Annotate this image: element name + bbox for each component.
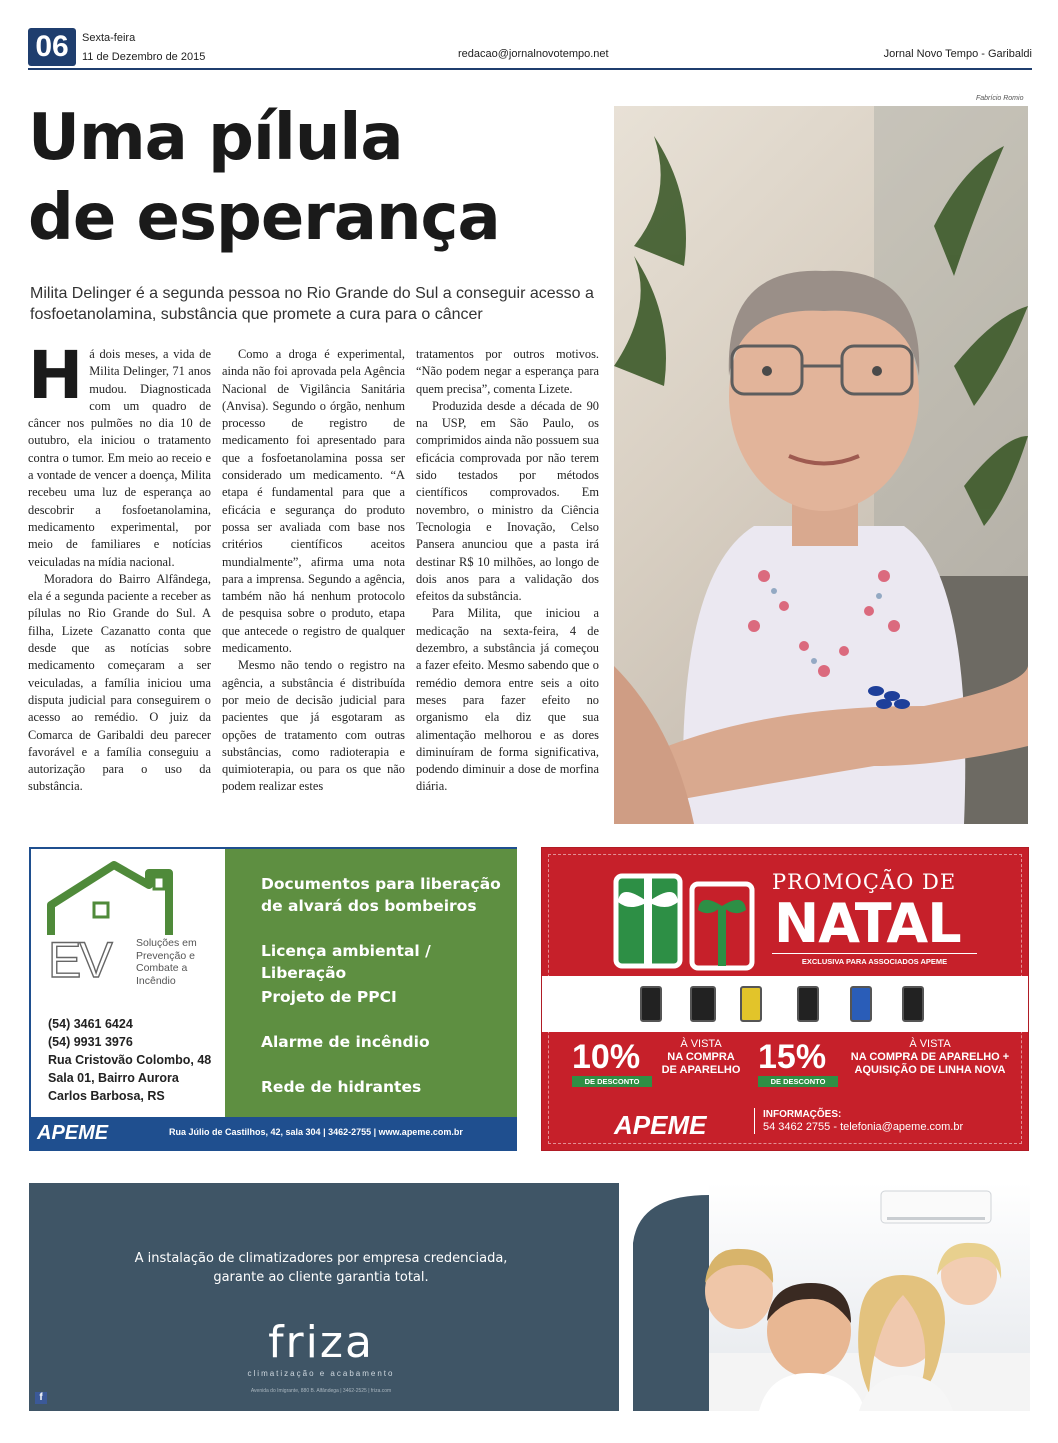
friza-logo: friza (268, 1317, 374, 1368)
apeme-christmas-advertisement[interactable] (541, 847, 1029, 1151)
ev-footer-text: Rua Júlio de Castilhos, 42, sala 304 | 3462-2755 | www.apeme.com.br (169, 1127, 463, 1137)
header-paper-name: Jornal Novo Tempo - Garibaldi (883, 48, 1032, 60)
deal-details (842, 1038, 1018, 1077)
info-contact[interactable]: 54 3462 2755 - telefonia@apeme.com.br (763, 1121, 964, 1133)
ev-service: Licença ambiental / Liberação (261, 942, 431, 982)
paragraph: tratamentos por outros motivos. “Não podem negar a esperança para quem precisa”, comenta Lizete. (416, 347, 599, 396)
article-column-1 (28, 337, 211, 796)
ev-service: Projeto de PPCI (261, 988, 397, 1006)
exclusive-note: EXCLUSIVA PARA ASSOCIADOS APEME (772, 953, 977, 966)
article-column-2 (222, 346, 405, 796)
deal-percent: 10% (572, 1038, 641, 1076)
ev-address-1: Rua Cristovão Colombo, 48 (48, 1053, 212, 1067)
family-illustration (619, 1183, 1030, 1411)
ev-phone-1: (54) 3461 6424 (48, 1017, 133, 1031)
page-number: 06 (28, 28, 76, 66)
title-line-2: de esperança (28, 181, 500, 255)
paragraph: Mesmo não tendo o registro na agência, a substância é distribuída por meio de decisão judicial para pacientes que já esgotaram as opções de tratamento com outras substâncias, como radioterapia e quimioterapia, ou para os que não podem realizar estes (222, 658, 405, 794)
drop-cap: H (28, 337, 84, 414)
deal-details (656, 1038, 746, 1077)
friza-address: Avenida do Imigrante, 880 B. Alfândega | 3462-2525 | friza.com (250, 1388, 392, 1394)
apeme-logo: APEME (614, 1110, 707, 1140)
phone-image (640, 986, 662, 1022)
deal-line: À VISTA (909, 1038, 951, 1050)
friza-tagline: climatização e acabamento (247, 1369, 395, 1378)
natal-heading: NATAL (774, 892, 961, 955)
phone-image (797, 986, 819, 1022)
phone-image (740, 986, 762, 1022)
paragraph: Moradora do Bairro Alfândega, ela é a segunda paciente a receber as pílulas no Rio Grande do Sul. A filha, Lizete Cazanatto conta que desde que as notícias sobre medicamento começaram a ser veiculadas, a família iniciou uma disputa judicial para conseguirem o acesso ao remédio. O juiz da Comarca de Garibaldi deu parecer favorável e a família conseguiu a autorização para o uso da substância. (28, 571, 211, 794)
portrait-illustration (614, 106, 1028, 824)
promo-heading: PROMOÇÃO DE (772, 870, 957, 894)
friza-message (29, 1249, 613, 1287)
header-email[interactable]: redacao@jornalnovotempo.net (458, 48, 609, 60)
article-photo (614, 106, 1028, 824)
deal-line: AQUISIÇÃO DE LINHA NOVA (854, 1064, 1006, 1076)
ev-address-2: Sala 01, Bairro Aurora (48, 1071, 179, 1085)
header-date: 11 de Dezembro de 2015 (82, 51, 206, 63)
article-title (28, 98, 608, 258)
ev-city: Carlos Barbosa, RS (48, 1089, 165, 1103)
page-header (28, 28, 1032, 70)
ev-service: Alarme de incêndio (261, 1033, 430, 1051)
phone-image (690, 986, 716, 1022)
family-photo (619, 1183, 1030, 1411)
friza-line-2: garante ao cliente garantia total. (213, 1270, 429, 1285)
info-label: INFORMAÇÕES: (763, 1109, 842, 1120)
ev-contact-block (48, 1015, 211, 1105)
article-column-3 (416, 346, 599, 796)
phone-image (850, 986, 872, 1022)
paragraph-text: á dois meses, a vida de Milita Delinger, 71 anos mudou. Diagnosticada com um quadro de câncer nos pulmões no dia 10 de outubro, ela iniciou o tratamento contra o tumor. Em meio ao receio e a vontade de vencer a doença, Milita recebeu uma luz de esperança ao descobrir a fosfoetanolamina, medicamento experimental, por meio de familiares e notícias veiculadas na mídia nacional. (28, 347, 211, 569)
deal-line: NA COMPRA (667, 1051, 735, 1063)
paragraph (28, 337, 211, 571)
apeme-logo: APEME (37, 1122, 109, 1144)
deal-line: À VISTA (680, 1038, 722, 1050)
gift-phones-icon (610, 862, 760, 972)
photo-credit: Fabrício Romio (976, 95, 1024, 102)
phones-strip (542, 976, 1028, 1032)
deal-label: DE DESCONTO (572, 1076, 652, 1087)
ev-letters: EV (48, 932, 111, 988)
apeme-info (754, 1108, 963, 1134)
ev-footer-bar (31, 1117, 515, 1149)
ev-advertisement[interactable] (29, 847, 517, 1151)
deal-label: DE DESCONTO (758, 1076, 838, 1087)
ev-service: Rede de hidrantes (261, 1078, 422, 1096)
paragraph: Para Milita, que iniciou a medicação na sexta-feira, 4 de dezembro, a substância já começou a fazer efeito. Mesmo sabendo que o remédio demora entre seis a oito meses para fazer efeito no organismo ela diz que sua alimentação melhorou e as dores diminuíram de forma significativa, podendo diminuir a dose de morfina diária. (416, 606, 599, 794)
paragraph: Produzida desde a década de 90 na USP, em São Paulo, os comprimidos ainda não possuem sua eficácia comprovada por não terem sido testados por métodos científicos comprovados. Em novembro, o ministro da Ciência Tecnologia e Inovação, Celso Pansera anunciou que a pasta irá destinar R$ 10 milhões, ao longo de dois anos para a validação dos efeitos da substância. (416, 398, 599, 604)
ev-services-panel (225, 849, 517, 1117)
friza-line-1: A instalação de climatizadores por empresa credenciada, (134, 1251, 508, 1266)
deal-line: DE APARELHO (661, 1064, 741, 1076)
ev-phone-2: (54) 9931 3976 (48, 1035, 133, 1049)
paragraph: Como a droga é experimental, ainda não foi aprovada pela Agência Nacional de Vigilância Sanitária (Anvisa). Segundo o órgão, nenhum processo de registro de medicamento foi apresentado para que a fosfoetanolamina possa ser considerado um medicamento. “A etapa é fundamental para que a eficácia e segurança do produto possa ser avaliada com base nos critérios científicos aceitos mundialmente”, afirma uma nota para a imprensa. Segundo a agência, também não há nenhum protocolo de pesquisa sobre o produto, etapa que antecede o registro de qualquer medicamento. (222, 347, 405, 656)
facebook-icon[interactable]: f (35, 1392, 47, 1404)
ev-service: Documentos para liberação de alvará dos bombeiros (261, 875, 501, 915)
title-line-1: Uma pílula (28, 101, 403, 175)
header-weekday: Sexta-feira (82, 32, 136, 44)
deal-line: NA COMPRA DE APARELHO + (850, 1051, 1010, 1063)
ev-tagline: Soluções em Prevenção e Combate a Incêndio (136, 937, 197, 987)
deal-percent: 15% (758, 1038, 827, 1076)
phone-image (902, 986, 924, 1022)
friza-advertisement[interactable] (29, 1183, 1030, 1411)
article-subtitle: Milita Delinger é a segunda pessoa no Rio Grande do Sul a conseguir acesso a fosfoetanolamina, substância que promete a cura para o câncer (30, 285, 594, 323)
